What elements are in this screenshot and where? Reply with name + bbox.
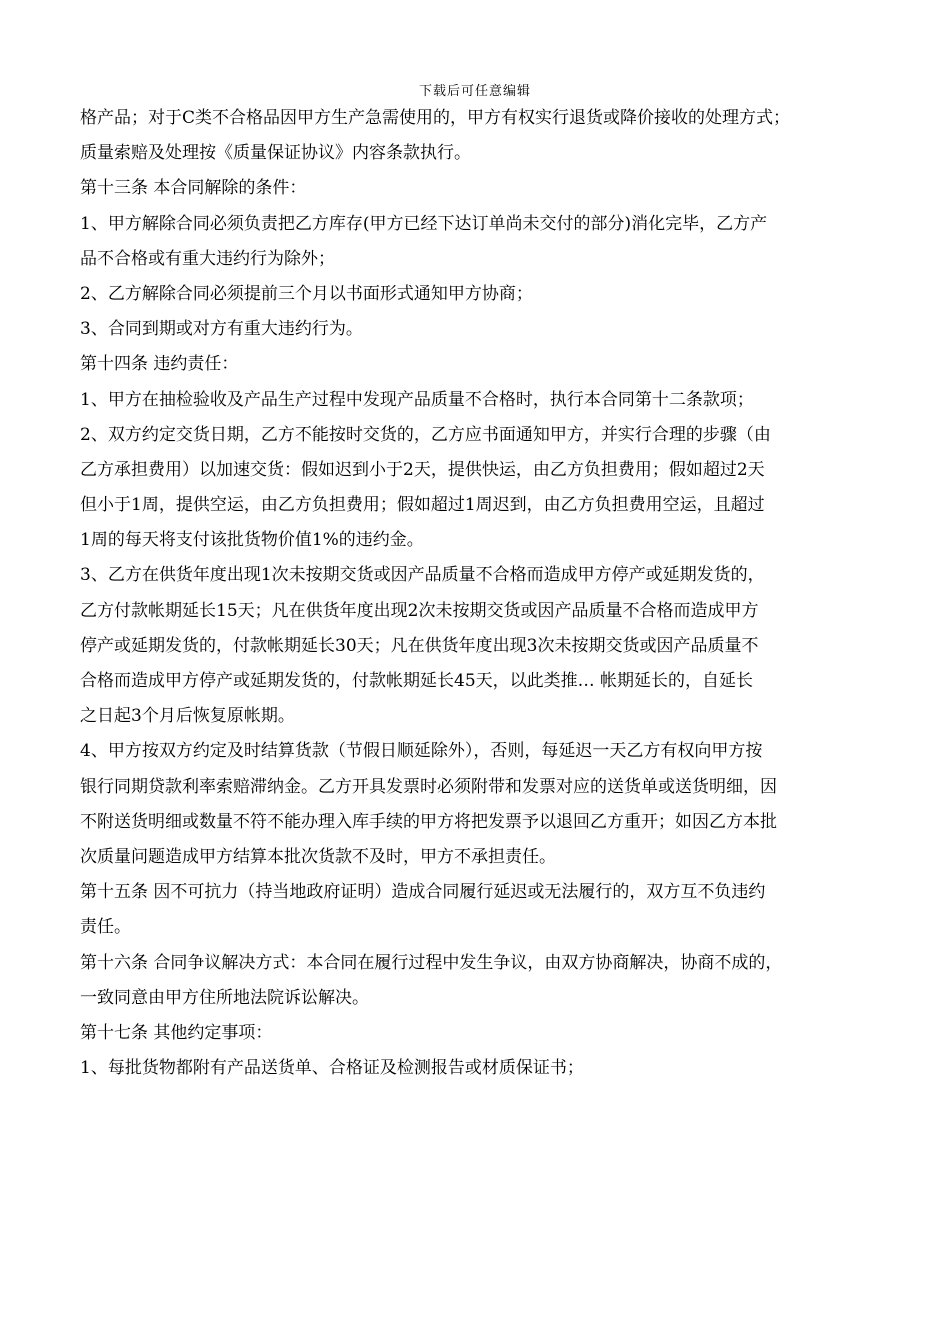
text-line: 1、甲方解除合同必须负责把乙方库存(甲方已经下达订单尚未交付的部分)消化完毕，乙方产 bbox=[80, 213, 768, 234]
text-line: 责任。 bbox=[80, 917, 131, 938]
text-line: 次质量问题造成甲方结算本批次货款不及时，甲方不承担责任。 bbox=[80, 846, 556, 867]
article-13-heading: 第十三条 本合同解除的条件： bbox=[80, 178, 307, 199]
text-line: 2、双方约定交货日期，乙方不能按时交货的，乙方应书面通知甲方，并实行合理的步骤（由 bbox=[80, 424, 771, 445]
article-17-heading: 第十七条 其他约定事项： bbox=[80, 1022, 273, 1043]
article-16-heading: 第十六条 合同争议解决方式：本合同在履行过程中发生争议，由双方协商解决，协商不成的， bbox=[80, 952, 783, 973]
text-line: 品不合格或有重大违约行为除外； bbox=[80, 248, 335, 269]
text-line: 之日起3个月后恢复原帐期。 bbox=[80, 706, 295, 727]
text-line: 格产品；对于C类不合格品因甲方生产急需使用的，甲方有权实行退货或降价接收的处理方式； bbox=[80, 108, 791, 128]
article-15-heading: 第十五条 因不可抗力（持当地政府证明）造成合同履行延迟或无法履行的，双方互不负违约 bbox=[80, 882, 766, 903]
contract-body bbox=[80, 101, 880, 1086]
text-line: 2、乙方解除合同必须提前三个月以书面形式通知甲方协商； bbox=[80, 283, 533, 304]
text-line: 1、每批货物都附有产品送货单、合格证及检测报告或材质保证书； bbox=[80, 1058, 584, 1079]
text-line: 1周的每天将支付该批货物价值1%的违约金。 bbox=[80, 530, 424, 551]
text-line: 停产或延期发货的，付款帐期延长30天；凡在供货年度出现3次未按期交货或因产品质量不 bbox=[80, 635, 759, 656]
article-14-heading: 第十四条 违约责任： bbox=[80, 354, 239, 375]
text-line: 银行同期贷款利率索赔滞纳金。乙方开具发票时必须附带和发票对应的送货单或送货明细，因 bbox=[80, 776, 777, 797]
text-line: 质量索赔及处理按《质量保证协议》内容条款执行。 bbox=[80, 143, 471, 164]
text-line: 不附送货明细或数量不符不能办理入库手续的甲方将把发票予以退回乙方重开；如因乙方本批 bbox=[80, 811, 777, 832]
text-line: 1、甲方在抽检验收及产品生产过程中发现产品质量不合格时，执行本合同第十二条款项； bbox=[80, 389, 754, 410]
text-line: 3、乙方在供货年度出现1次未按期交货或因产品质量不合格而造成甲方停产或延期发货的， bbox=[80, 565, 765, 586]
text-line: 乙方承担费用）以加速交货：假如迟到小于2天，提供快运，由乙方负担费用；假如超过2天 bbox=[80, 459, 765, 480]
text-line: 一致同意由甲方住所地法院诉讼解决。 bbox=[80, 987, 369, 1008]
text-line: 4、甲方按双方约定及时结算货款（节假日顺延除外），否则，每延迟一天乙方有权向甲方按 bbox=[80, 741, 763, 762]
text-line: 3、合同到期或对方有重大违约行为。 bbox=[80, 319, 363, 340]
download-note: 下载后可任意编辑 bbox=[418, 84, 531, 99]
text-line: 合格而造成甲方停产或延期发货的，付款帐期延长45天，以此类推… 帐期延长的，自延长 bbox=[80, 671, 754, 691]
text-line: 乙方付款帐期延长15天；凡在供货年度出现2次未按期交货或因产品质量不合格而造成甲方 bbox=[80, 600, 759, 621]
text-line: 但小于1周，提供空运，由乙方负担费用；假如超过1周迟到，由乙方负担费用空运，且超过 bbox=[80, 495, 765, 516]
